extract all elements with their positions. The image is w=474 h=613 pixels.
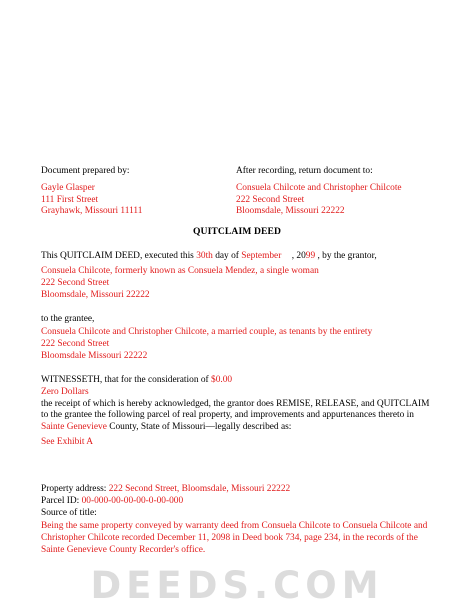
consideration-amount: $0.00: [211, 375, 233, 385]
execution-year-prefix: , 20: [291, 251, 306, 261]
execution-line: [41, 251, 377, 263]
grantee-street: 222 Second Street: [41, 338, 110, 349]
to-grantee-label: to the grantee,: [41, 314, 95, 324]
source-line-2: Christopher Chilcote recorded December 11, 2098 in Deed book 734, page 234, in the records of the: [41, 533, 418, 544]
prepared-by-name: Gayle Glasper: [41, 182, 95, 193]
consideration-block: [41, 375, 429, 449]
grantor-city: Bloomsdale, Missouri 22222: [41, 289, 150, 300]
grantor-name: Consuela Chilcote, formerly known as Consuela Mendez, a single woman: [41, 266, 319, 276]
execution-month: September: [241, 251, 282, 261]
deeds-watermark: DEEDS.COM: [90, 564, 384, 607]
legal-description: See Exhibit A: [41, 436, 94, 447]
deed-title: QUITCLAIM DEED: [192, 226, 282, 237]
property-address-label: Property address:: [41, 484, 107, 494]
consideration-prefix: WITNESSETH, that for the consideration of: [41, 375, 209, 385]
consideration-words: Zero Dollars: [41, 386, 89, 397]
return-to-street: 222 Second Street: [236, 194, 305, 205]
execution-year-suffix: 99: [305, 251, 316, 261]
consideration-county: Sainte Genevieve: [41, 422, 107, 433]
grantor-street: 222 Second Street: [41, 277, 110, 288]
property-block: [41, 484, 427, 557]
return-to-block: [236, 166, 402, 218]
source-of-title-label: Source of title:: [41, 507, 97, 518]
prepared-by-block: [41, 166, 142, 218]
grantee-block: [41, 327, 372, 362]
prepared-by-city: Grayhawk, Missouri 11111: [41, 206, 143, 217]
execution-prefix: This QUITCLAIM DEED, executed this: [41, 251, 194, 261]
consideration-line3-suffix: County, State of Missouri—legally described as:: [109, 422, 292, 433]
source-line-1: Being the same property conveyed by warranty deed from Consuela Chilcote to Consuela Chilcote and: [41, 521, 428, 532]
source-line-3: Sainte Genevieve County Recorder's office.: [41, 544, 206, 555]
return-to-name: Consuela Chilcote and Christopher Chilcote: [236, 182, 402, 193]
parcel-id: 00-000-00-00-00-0-00-000: [81, 495, 184, 506]
prepared-by-label: Document prepared by:: [41, 166, 130, 176]
consideration-line2: to the grantee the following parcel of real property, and improvements and appurtenances thereto in: [41, 410, 414, 421]
return-to-label: After recording, return document to:: [236, 166, 373, 176]
execution-suffix: , by the grantor,: [317, 251, 377, 261]
grantee-name: Consuela Chilcote and Christopher Chilcote, a married couple, as tenants by the entirety: [41, 327, 373, 337]
grantor-block: [41, 266, 319, 301]
prepared-by-street: 111 First Street: [41, 194, 99, 205]
return-to-city: Bloomsdale, Missouri 22222: [236, 206, 345, 217]
grantee-city: Bloomsdale Missouri 22222: [41, 350, 148, 361]
parcel-id-label: Parcel ID:: [41, 495, 80, 506]
consideration-line1: the receipt of which is hereby acknowledged, the grantor does REMISE, RELEASE, and QUITCLAIM: [41, 398, 430, 409]
execution-day-of: day of: [215, 251, 239, 261]
execution-day: 30th: [196, 251, 213, 261]
property-address: 222 Second Street, Bloomsdale, Missouri 22222: [108, 484, 291, 494]
